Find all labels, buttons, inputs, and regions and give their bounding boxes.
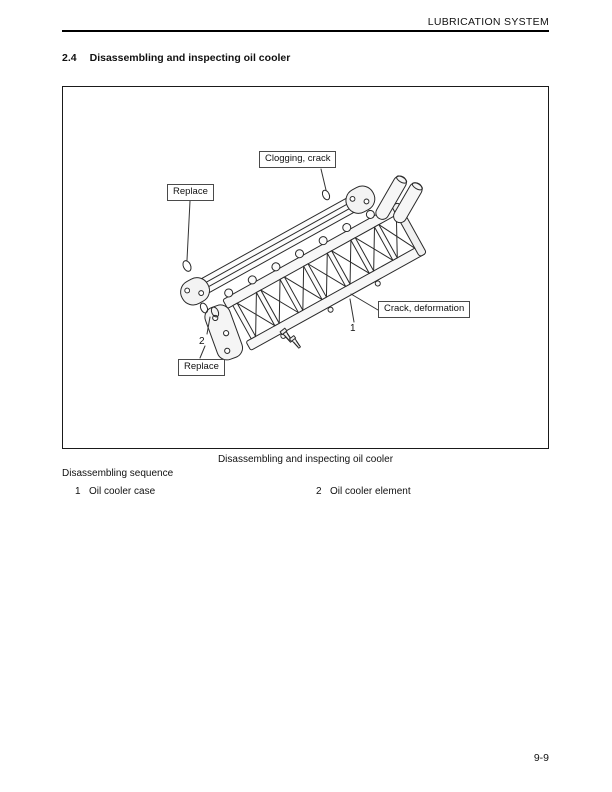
callout-clogging-crack: Clogging, crack <box>259 151 336 168</box>
page-number: 9-9 <box>533 752 549 764</box>
oil-cooler-illustration <box>63 87 548 448</box>
part-number: 2 <box>316 486 322 497</box>
parts-list-item-2 <box>316 486 411 497</box>
figure-part-number-2: 2 <box>199 336 205 347</box>
callout-crack-deformation: Crack, deformation <box>378 301 470 318</box>
figure-caption: Disassembling and inspecting oil cooler <box>217 454 394 465</box>
section-number: 2.4 <box>62 52 77 64</box>
section-heading: Disassembling and inspecting oil cooler <box>89 52 291 64</box>
section-title <box>62 52 290 64</box>
part-label: Oil cooler case <box>89 486 156 497</box>
part-label: Oil cooler element <box>330 486 411 497</box>
callout-replace-bottom: Replace <box>178 359 225 376</box>
sequence-label: Disassembling sequence <box>62 468 174 479</box>
header-title: LUBRICATION SYSTEM <box>427 16 549 28</box>
figure-box <box>62 86 549 449</box>
parts-list-item-1 <box>75 486 155 497</box>
header-rule <box>62 30 549 32</box>
part-number: 1 <box>75 486 81 497</box>
callout-replace-top: Replace <box>167 184 214 201</box>
figure-part-number-1: 1 <box>350 323 356 334</box>
